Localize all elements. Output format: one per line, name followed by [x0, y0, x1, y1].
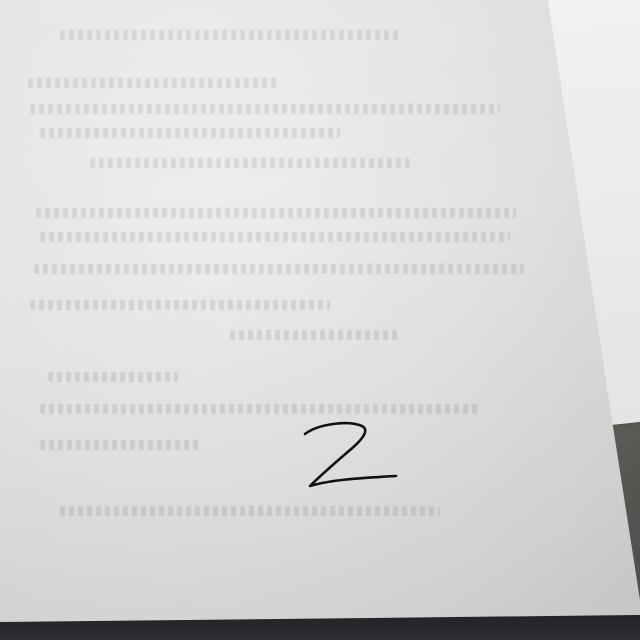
handwritten-digit-two — [300, 418, 404, 492]
handwritten-digit — [300, 418, 404, 492]
